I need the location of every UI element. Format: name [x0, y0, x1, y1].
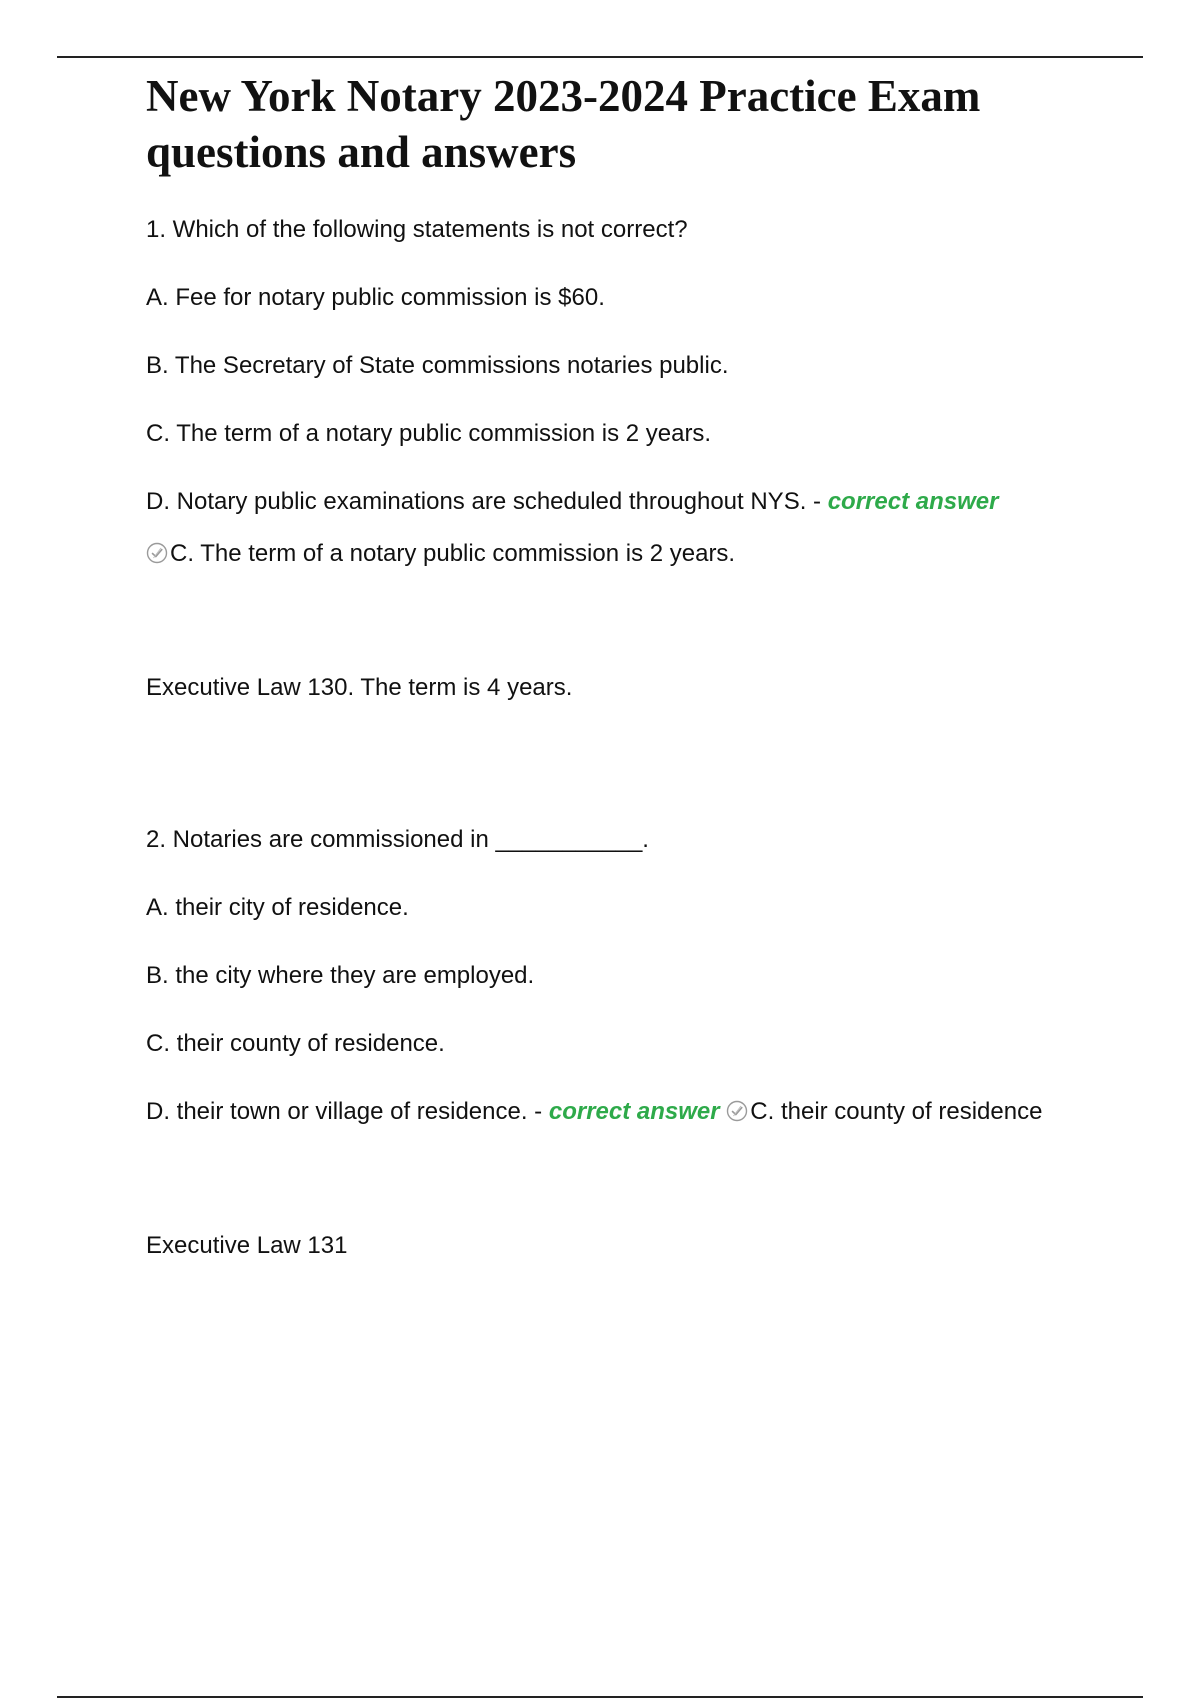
question-2-prompt: 2. Notaries are commissioned in ___________.	[146, 826, 649, 853]
question-1-answer-text: C. The term of a notary public commission is 2 years.	[170, 540, 736, 567]
correct-answer-label: correct answer	[827, 488, 999, 515]
question-2-option-b: B. the city where they are employed.	[146, 962, 535, 989]
question-2-option-d	[146, 1086, 1076, 1138]
question-2-option-d-text: D. their town or village of residence. -	[146, 1098, 549, 1125]
check-circle-icon	[146, 531, 168, 553]
question-1-prompt: 1. Which of the following statements is not correct?	[146, 216, 688, 243]
question-1-option-d	[146, 476, 1076, 580]
bottom-rule	[57, 1696, 1143, 1698]
question-1-option-c: C. The term of a notary public commission is 2 years.	[146, 420, 712, 447]
top-rule	[57, 56, 1143, 58]
question-1-option-d-text: D. Notary public examinations are scheduled throughout NYS. -	[146, 488, 828, 515]
page-title: New York Notary 2023-2024 Practice Exam questions and answers	[146, 71, 981, 177]
correct-answer-label: correct answer	[548, 1098, 720, 1125]
question-1-option-a: A. Fee for notary public commission is $60.	[146, 284, 605, 311]
question-2-reference: Executive Law 131	[146, 1232, 348, 1259]
question-2-answer-text: C. their county of residence	[750, 1098, 1043, 1125]
question-2-option-c: C. their county of residence.	[146, 1030, 445, 1057]
question-1-reference: Executive Law 130. The term is 4 years.	[146, 674, 573, 701]
question-2-option-a: A. their city of residence.	[146, 894, 409, 921]
question-1-option-b: B. The Secretary of State commissions notaries public.	[146, 352, 729, 379]
check-circle-icon	[726, 1089, 748, 1111]
document-body	[146, 68, 1076, 1288]
